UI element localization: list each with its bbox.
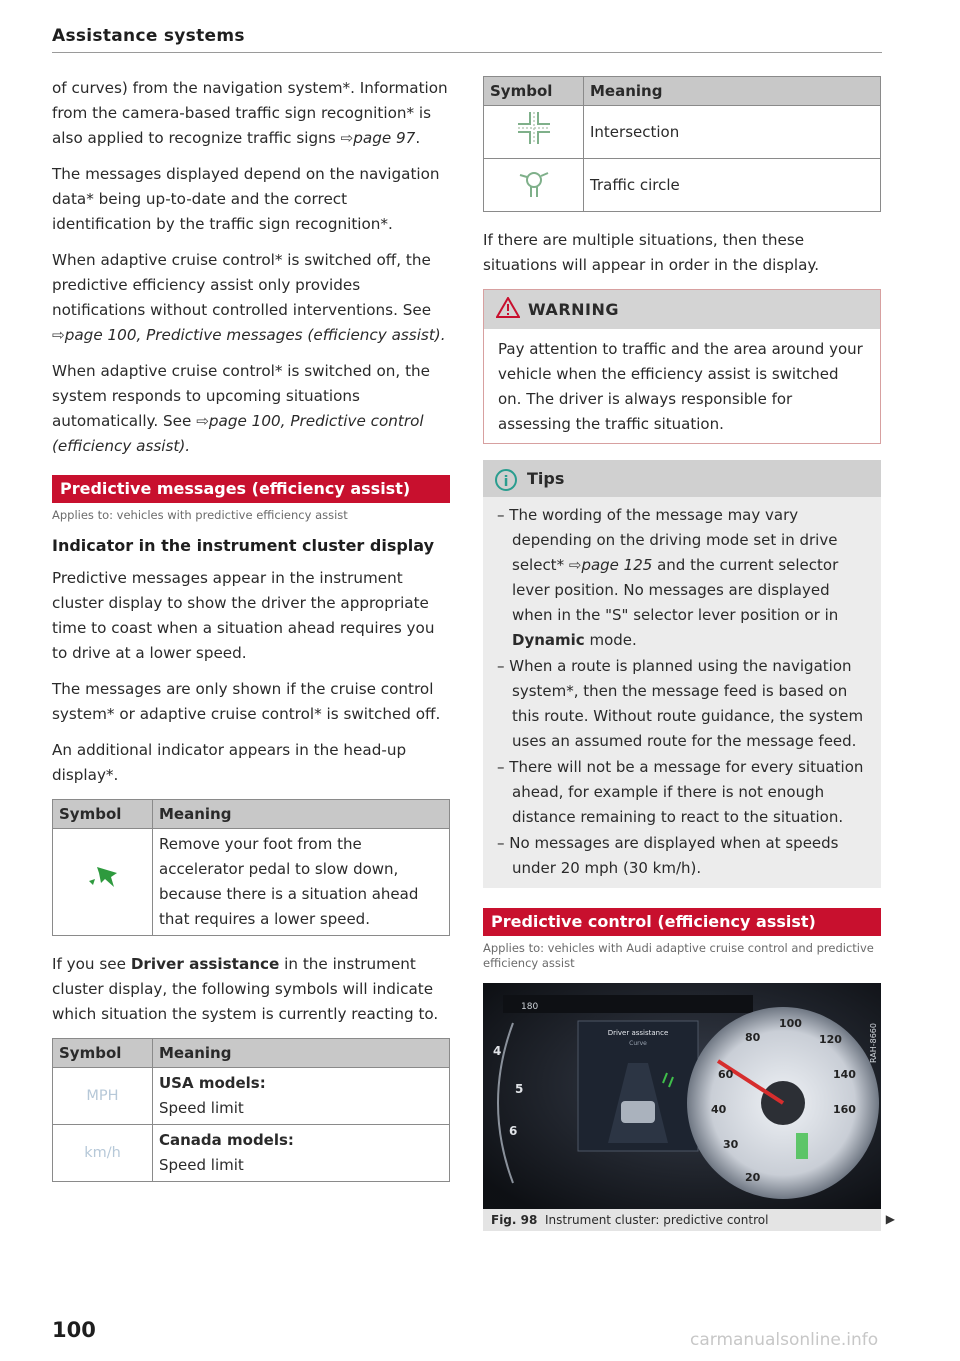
- left-column: [52, 76, 450, 1198]
- symbol-cell: [53, 1125, 153, 1182]
- meaning-cell: USA models: Speed limit: [153, 1068, 450, 1125]
- page-link[interactable]: page 97: [353, 129, 416, 147]
- subheading: Indicator in the instrument cluster display: [52, 536, 435, 555]
- section-title: Predictive messages (efficiency assist): [52, 475, 450, 503]
- table-row: [484, 106, 881, 159]
- page-link[interactable]: page 100, Predictive control (efficiency assist).: [52, 412, 424, 455]
- warning-header: WARNING: [484, 290, 880, 329]
- column-header: Symbol: [53, 800, 153, 829]
- svg-text:4: 4: [493, 1044, 502, 1058]
- svg-text:180: 180: [521, 1002, 539, 1012]
- arrow-right-icon: ⇨: [196, 412, 209, 430]
- arrow-right-icon: ⇨: [568, 556, 582, 574]
- section-title: Predictive control (efficiency assist): [483, 908, 881, 936]
- symbol-cell: [53, 829, 153, 936]
- list-item: – No messages are displayed when at speeds under 20 mph (30 km/h).: [497, 834, 839, 877]
- paragraph: If there are multiple situations, then these situations will appear in order in the display.: [483, 231, 820, 274]
- kmh-symbol: km/h: [84, 1145, 121, 1161]
- paragraph: An additional indicator appears in the head-up display*.: [52, 741, 407, 784]
- meaning-cell: Traffic circle: [584, 159, 881, 212]
- table-row: [53, 1068, 450, 1125]
- paragraph: When adaptive cruise control* is switched on, the system responds to upcoming situations automatically. See ⇨page 100, Predictive control (efficiency assist).: [52, 362, 431, 455]
- applies-note: Applies to: vehicles with predictive efficiency assist: [52, 508, 348, 522]
- arrow-right-icon: ⇨: [52, 326, 65, 344]
- page-link[interactable]: page 100, Predictive messages (efficiency assist).: [64, 326, 446, 344]
- right-column: [483, 76, 895, 1231]
- meaning-cell: Intersection: [584, 106, 881, 159]
- paragraph: Predictive messages appear in the instrument cluster display to show the driver the appropriate time to coast when a situation ahead requires you to drive at a lower speed.: [52, 569, 435, 662]
- meaning-cell: Canada models: Speed limit: [153, 1125, 450, 1182]
- svg-text:20: 20: [745, 1171, 761, 1184]
- svg-text:80: 80: [745, 1031, 761, 1044]
- list-item: – The wording of the message may vary depending on the driving mode set in drive select* ⇨page 125 and the current selector lever position. No messages are displayed when in the "S" selector lever position or in Dynamic mode.: [497, 506, 839, 649]
- page-header: Assistance systems: [52, 26, 245, 46]
- column-header: Meaning: [153, 1039, 450, 1068]
- instrument-cluster-image: [483, 983, 881, 1209]
- coast-foot-icon: [83, 863, 123, 893]
- page-link[interactable]: page 125: [581, 556, 653, 574]
- column-header: Meaning: [584, 77, 881, 106]
- paragraph: The messages displayed depend on the navigation data* being up-to-date and the correct identification by the traffic sign recognition*.: [52, 165, 440, 233]
- warning-text: Pay attention to traffic and the area around your vehicle when the efficiency assist is switched on. The driver is always responsible for assessing the traffic situation.: [498, 340, 863, 433]
- column-header: Meaning: [153, 800, 450, 829]
- warning-box: [483, 289, 881, 444]
- intersection-icon: [514, 110, 554, 146]
- symbol-cell: [53, 1068, 153, 1125]
- list-item: – There will not be a message for every situation ahead, for example if there is not enough distance remaining to react to the situation.: [497, 758, 864, 826]
- info-icon: i: [495, 469, 517, 491]
- paragraph: of curves) from the navigation system*. Information from the camera-based traffic sign recognition* is also applied to recognize traffic signs ⇨page 97.: [52, 79, 448, 147]
- table-row: [53, 829, 450, 936]
- arrow-right-icon: ⇨: [340, 129, 354, 147]
- table-row: [484, 159, 881, 212]
- tips-header: i Tips: [483, 460, 881, 497]
- symbol-table-coast: [52, 799, 450, 936]
- svg-text:30: 30: [723, 1138, 739, 1151]
- svg-text:140: 140: [833, 1068, 856, 1081]
- svg-text:RAH-8660: RAH-8660: [869, 1023, 878, 1063]
- symbol-cell: [484, 106, 584, 159]
- mph-symbol: MPH: [86, 1088, 119, 1104]
- figure: [483, 983, 895, 1231]
- list-item: – When a route is planned using the navigation system*, then the message feed is based on this route. Without route guidance, the system uses an assumed route for the message feed.: [497, 657, 864, 750]
- page-number: 100: [52, 1318, 96, 1342]
- svg-text:6: 6: [509, 1124, 518, 1138]
- svg-text:5: 5: [515, 1082, 524, 1096]
- tips-list: [483, 497, 881, 888]
- svg-text:120: 120: [819, 1033, 842, 1046]
- svg-text:160: 160: [833, 1103, 856, 1116]
- svg-text:60: 60: [718, 1068, 734, 1081]
- symbol-table-speed: [52, 1038, 450, 1182]
- table-row: [53, 1125, 450, 1182]
- symbol-cell: [484, 159, 584, 212]
- svg-text:100: 100: [779, 1017, 802, 1030]
- paragraph: If you see Driver assistance in the instrument cluster display, the following symbols will indicate which situation the system is currently reacting to.: [52, 955, 439, 1023]
- paragraph: When adaptive cruise control* is switched off, the predictive efficiency assist only provides notifications without controlled interventions. See ⇨page 100, Predictive messages (efficiency assist).: [52, 251, 446, 344]
- header-rule: [52, 52, 882, 53]
- meaning-cell: Remove your foot from the accelerator pedal to slow down, because there is a situation ahead that requires a lower speed.: [153, 829, 450, 936]
- figure-caption: Fig. 98 Instrument cluster: predictive control ▶: [483, 1209, 881, 1231]
- symbol-table-situations: [483, 76, 881, 212]
- traffic-circle-icon: [514, 163, 554, 199]
- paragraph: The messages are only shown if the cruise control system* or adaptive cruise control* is switched off.: [52, 680, 441, 723]
- svg-text:Driver assistance: Driver assistance: [607, 1029, 669, 1037]
- tips-box: [483, 460, 881, 888]
- continued-arrow-icon: ▶: [885, 1212, 895, 1226]
- applies-note: Applies to: vehicles with Audi adaptive cruise control and predictive efficiency assist: [483, 941, 874, 970]
- svg-text:Curve: Curve: [629, 1040, 647, 1047]
- column-header: Symbol: [53, 1039, 153, 1068]
- column-header: Symbol: [484, 77, 584, 106]
- warning-triangle-icon: [496, 297, 520, 318]
- svg-text:40: 40: [711, 1103, 727, 1116]
- watermark: carmanualsonline.info: [690, 1330, 879, 1350]
